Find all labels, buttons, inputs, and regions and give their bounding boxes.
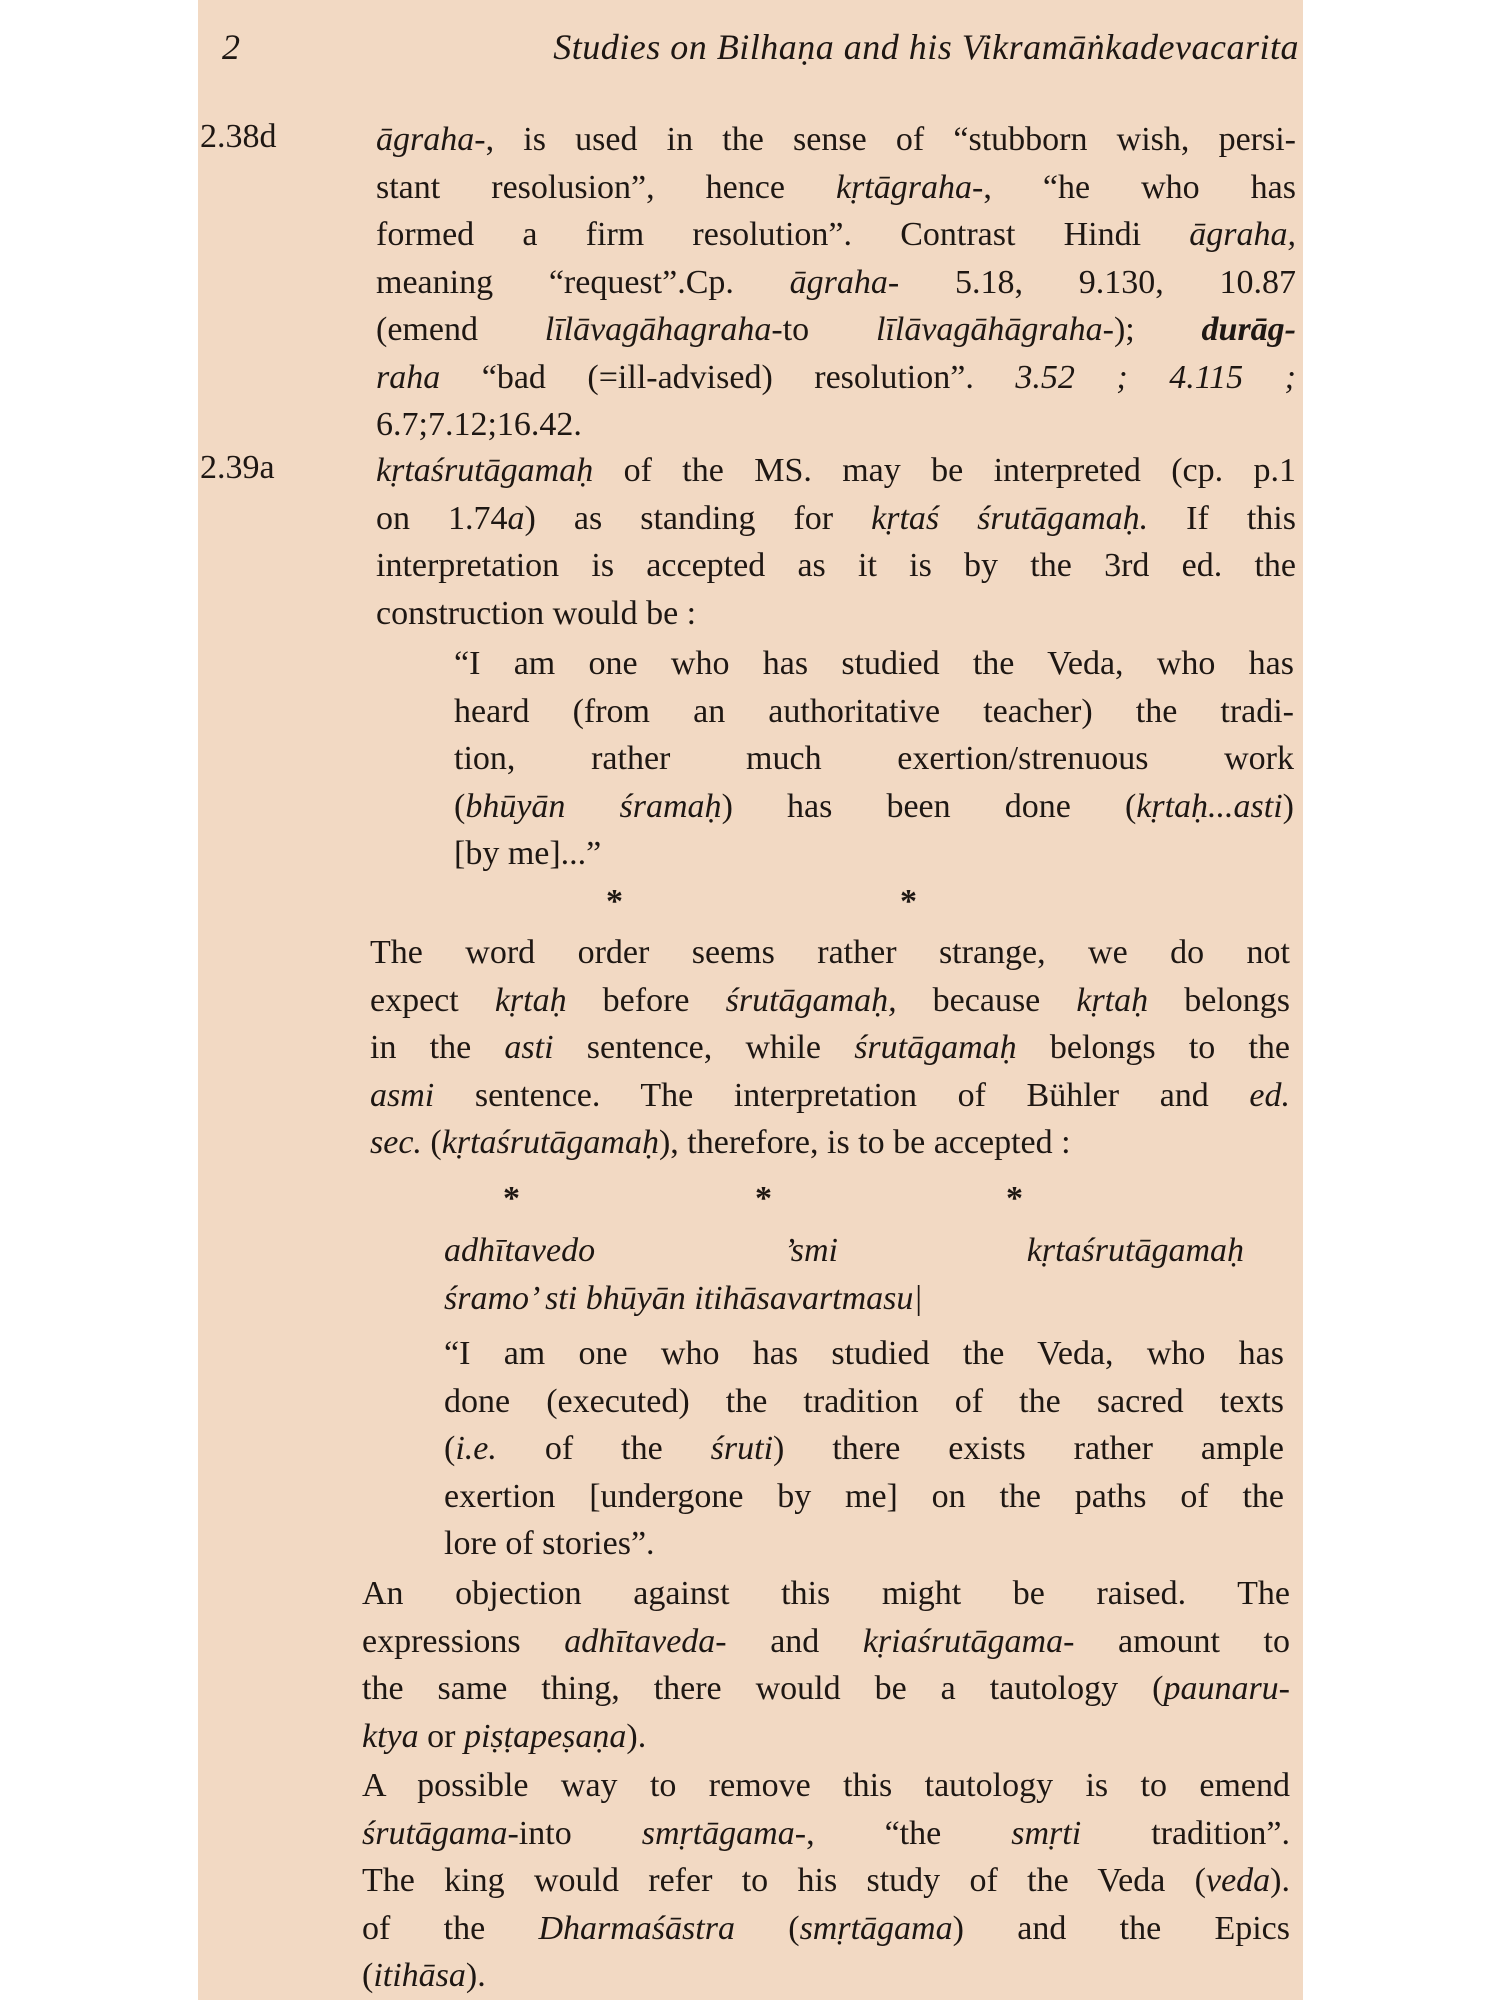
text-run: );: [1113, 311, 1202, 348]
text-run: “I am one who has studied the Veda, who has: [454, 645, 1294, 682]
italic-term: kṛtaśrutāgamaḥ: [376, 452, 594, 489]
italic-term: āgraha-: [376, 121, 486, 158]
text-run: or: [418, 1717, 464, 1755]
text-run: meaning “request”.Cp.: [376, 263, 790, 301]
italic-term: kṛiaśrutāgama-: [862, 1622, 1075, 1660]
text-run: lore of stories”.: [444, 1525, 655, 1562]
text-run: done (executed) the tradition of the sacred texts: [444, 1382, 1284, 1420]
italic-term: raha: [376, 358, 441, 396]
section-separator-1: [198, 883, 1303, 923]
text-run: sentence, while: [553, 1029, 855, 1066]
italic-term: itihāsa: [373, 1957, 466, 1994]
book-page: [198, 0, 1303, 2000]
text-line: [362, 1905, 1290, 1953]
text-run: (: [421, 1124, 442, 1161]
text-run: tion, rather much exertion/strenuous work: [454, 740, 1294, 777]
text-line: [376, 542, 1296, 590]
italic-term: durāg-: [1201, 311, 1296, 348]
text-line: [444, 1378, 1284, 1426]
text-line: [444, 1227, 1244, 1275]
text-line: [362, 1570, 1290, 1618]
text-run: stant resolusion”, hence: [376, 168, 836, 206]
text-line: [370, 1072, 1290, 1120]
text-run: tradition”.: [1081, 1814, 1290, 1852]
text-run: construction would be :: [376, 594, 697, 632]
italic-term: līlāvagāhāgraha-: [875, 311, 1114, 348]
text-line: [454, 640, 1294, 688]
text-run: formed a firm resolution”. Contrast Hindi: [376, 216, 1190, 253]
italic-term: kṛtaś śrutāgamaḥ.: [871, 499, 1149, 537]
text-line: [444, 1473, 1284, 1521]
text-line: [376, 354, 1296, 402]
text-run: (: [444, 1430, 456, 1467]
italic-term: Dharmaśāstra: [538, 1909, 735, 1947]
text-line: [376, 116, 1296, 164]
italic-term: śrutāgama-: [362, 1814, 519, 1852]
text-run: , “the: [806, 1814, 1012, 1852]
text-run: The word order seems rather strange, we do not: [370, 934, 1290, 971]
italic-term: śrutāgamaḥ: [854, 1029, 1017, 1066]
entry-label-2-39a: 2.39a: [200, 449, 275, 486]
page-number: 2: [222, 27, 240, 67]
text-line: [362, 1713, 1290, 1761]
text-line: [376, 401, 1296, 449]
objection-paragraph: [362, 1570, 1290, 1760]
italic-term: śruti: [710, 1430, 774, 1467]
text-run: 6.7;7.12;16.42.: [376, 406, 582, 443]
text-run: [by me]...”: [454, 835, 602, 872]
text-run: and: [726, 1622, 863, 1660]
text-line: [370, 977, 1290, 1025]
text-run: expressions: [362, 1622, 565, 1660]
text-run: the same thing, there would be a tautology (: [362, 1670, 1164, 1707]
italic-term: kṛtaḥ...asti: [1136, 787, 1283, 825]
italic-term: kṛtaḥ: [1076, 981, 1149, 1019]
separator-star: *: [1006, 1180, 1023, 1217]
separator-star: *: [606, 883, 623, 920]
text-line: [376, 211, 1296, 259]
text-run: ).: [1270, 1862, 1290, 1899]
page-header: [210, 26, 1299, 72]
text-run: If this: [1148, 499, 1296, 537]
entry-2-38d-text: [376, 116, 1296, 449]
italic-term: smṛtāgama-: [641, 1814, 807, 1852]
text-run: ) as standing for: [524, 499, 872, 537]
text-run: interpretation is accepted as it is by the 3rd ed. the: [376, 547, 1296, 584]
separator-star: *: [503, 1180, 520, 1217]
text-run: amount to: [1074, 1622, 1290, 1660]
emendation-paragraph: [362, 1762, 1290, 2000]
text-run: (: [734, 1909, 800, 1947]
text-line: [376, 590, 1296, 638]
text-run: “I am one who has studied the Veda, who has: [444, 1335, 1284, 1372]
italic-term: sec.: [370, 1124, 422, 1161]
text-run: (: [362, 1957, 374, 1994]
italic-term: asti: [504, 1029, 554, 1066]
text-line: [362, 1618, 1290, 1666]
italic-term: ed.: [1249, 1076, 1290, 1114]
italic-term: i.e.: [455, 1430, 497, 1467]
text-run: belongs to the: [1016, 1029, 1290, 1066]
italic-term: bhūyān śramaḥ: [465, 787, 722, 825]
text-run: ): [1282, 787, 1294, 825]
italic-term: smṛti: [1011, 1814, 1082, 1852]
text-run: sentence. The interpretation of Bühler and: [434, 1076, 1250, 1114]
text-line: [376, 259, 1296, 307]
entry-2-39a-text: [376, 447, 1296, 637]
text-line: [362, 1952, 1290, 2000]
text-run: of the MS. may be interpreted (cp. p.1: [593, 452, 1296, 489]
text-run: , is used in the sense of “stubborn wish, persi-: [485, 121, 1296, 158]
text-line: [370, 1024, 1290, 1072]
text-run: , “he who has: [983, 168, 1296, 206]
text-run: before: [566, 981, 726, 1019]
text-run: (: [454, 787, 466, 825]
text-line: [444, 1425, 1284, 1473]
text-line: [370, 1119, 1290, 1167]
text-line: [362, 1665, 1290, 1713]
text-line: [376, 164, 1296, 212]
separator-star: *: [900, 883, 917, 920]
italic-term: adhītaveda-: [564, 1622, 727, 1660]
text-line: [362, 1762, 1290, 1810]
text-line: [376, 447, 1296, 495]
running-title: Studies on Bilhaṇa and his Vikramāṅkadevacarita: [553, 27, 1299, 67]
text-line: [376, 495, 1296, 543]
italic-term: līlāvagāhagraha-: [544, 311, 783, 348]
text-line: [444, 1275, 1244, 1323]
entry-label-2-38d: 2.38d: [200, 118, 277, 155]
text-run: The king would refer to his study of the Veda (: [362, 1862, 1206, 1899]
italic-term: veda: [1205, 1862, 1271, 1899]
section-separator-2: [198, 1180, 1303, 1220]
italic-term: āgraha,: [1189, 216, 1296, 253]
italic-term: kṛtaḥ: [494, 981, 567, 1019]
text-run: ), therefore, is to be accepted :: [658, 1124, 1071, 1161]
text-run: belongs: [1148, 981, 1290, 1019]
text-run: to: [782, 311, 876, 348]
sanskrit-verse: [444, 1227, 1244, 1322]
text-run: An objection against this might be raised. The: [362, 1575, 1290, 1612]
text-run: ) has been done (: [721, 787, 1137, 825]
text-line: [444, 1330, 1284, 1378]
text-run: 5.18, 9.130, 10.87: [899, 263, 1296, 301]
italic-term: āgraha-: [789, 263, 900, 301]
text-run: into: [518, 1814, 642, 1852]
italic-term: ktya: [362, 1717, 419, 1755]
italic-term: kṛtaśrutāgamaḥ: [441, 1124, 659, 1161]
separator-star: *: [755, 1180, 772, 1217]
text-run: ) and the Epics: [952, 1909, 1290, 1947]
text-line: [376, 306, 1296, 354]
text-run: exertion [undergone by me] on the paths of the: [444, 1477, 1284, 1515]
text-run: ).: [626, 1717, 647, 1755]
text-run: (emend: [376, 311, 545, 348]
text-run: of the: [496, 1430, 711, 1467]
italic-term: adhītavedo ’smi kṛtaśrutāgamaḥ: [444, 1232, 1244, 1269]
text-run: ) there exists rather ample: [773, 1430, 1284, 1467]
italic-term: a: [507, 499, 525, 537]
word-order-paragraph: [370, 929, 1290, 1167]
text-run: because: [896, 981, 1077, 1019]
translation-quote-2: [444, 1330, 1284, 1568]
italic-term: śrutāgamaḥ,: [725, 981, 897, 1019]
text-line: [454, 735, 1294, 783]
text-line: [362, 1857, 1290, 1905]
text-run: A possible way to remove this tautology is to emend: [362, 1767, 1290, 1804]
italic-term: asmi: [370, 1076, 435, 1114]
text-run: on 1.74: [376, 499, 508, 537]
italic-term: smṛtāgama: [799, 1909, 953, 1947]
text-run: of the: [362, 1909, 539, 1947]
text-line: [454, 688, 1294, 736]
text-run: in the: [370, 1029, 505, 1066]
text-line: [362, 1810, 1290, 1858]
italic-term: piṣṭapeṣaṇa: [463, 1717, 627, 1755]
text-line: [454, 830, 1294, 878]
text-run: “bad (=ill-advised) resolution”.: [440, 358, 1016, 396]
italic-term: kṛtāgraha-: [835, 168, 984, 206]
text-line: [444, 1520, 1284, 1568]
text-line: [370, 929, 1290, 977]
text-run: expect: [370, 981, 495, 1019]
text-run: heard (from an authoritative teacher) the tradi-: [454, 692, 1294, 730]
text-line: [454, 783, 1294, 831]
italic-term: śramo’ sti bhūyān itihāsavartmasu|: [444, 1279, 923, 1317]
italic-term: paunaru-: [1163, 1670, 1290, 1707]
translation-quote-1: [454, 640, 1294, 878]
text-run: ).: [465, 1957, 486, 1994]
italic-term: 3.52 ; 4.115 ;: [1015, 358, 1296, 396]
